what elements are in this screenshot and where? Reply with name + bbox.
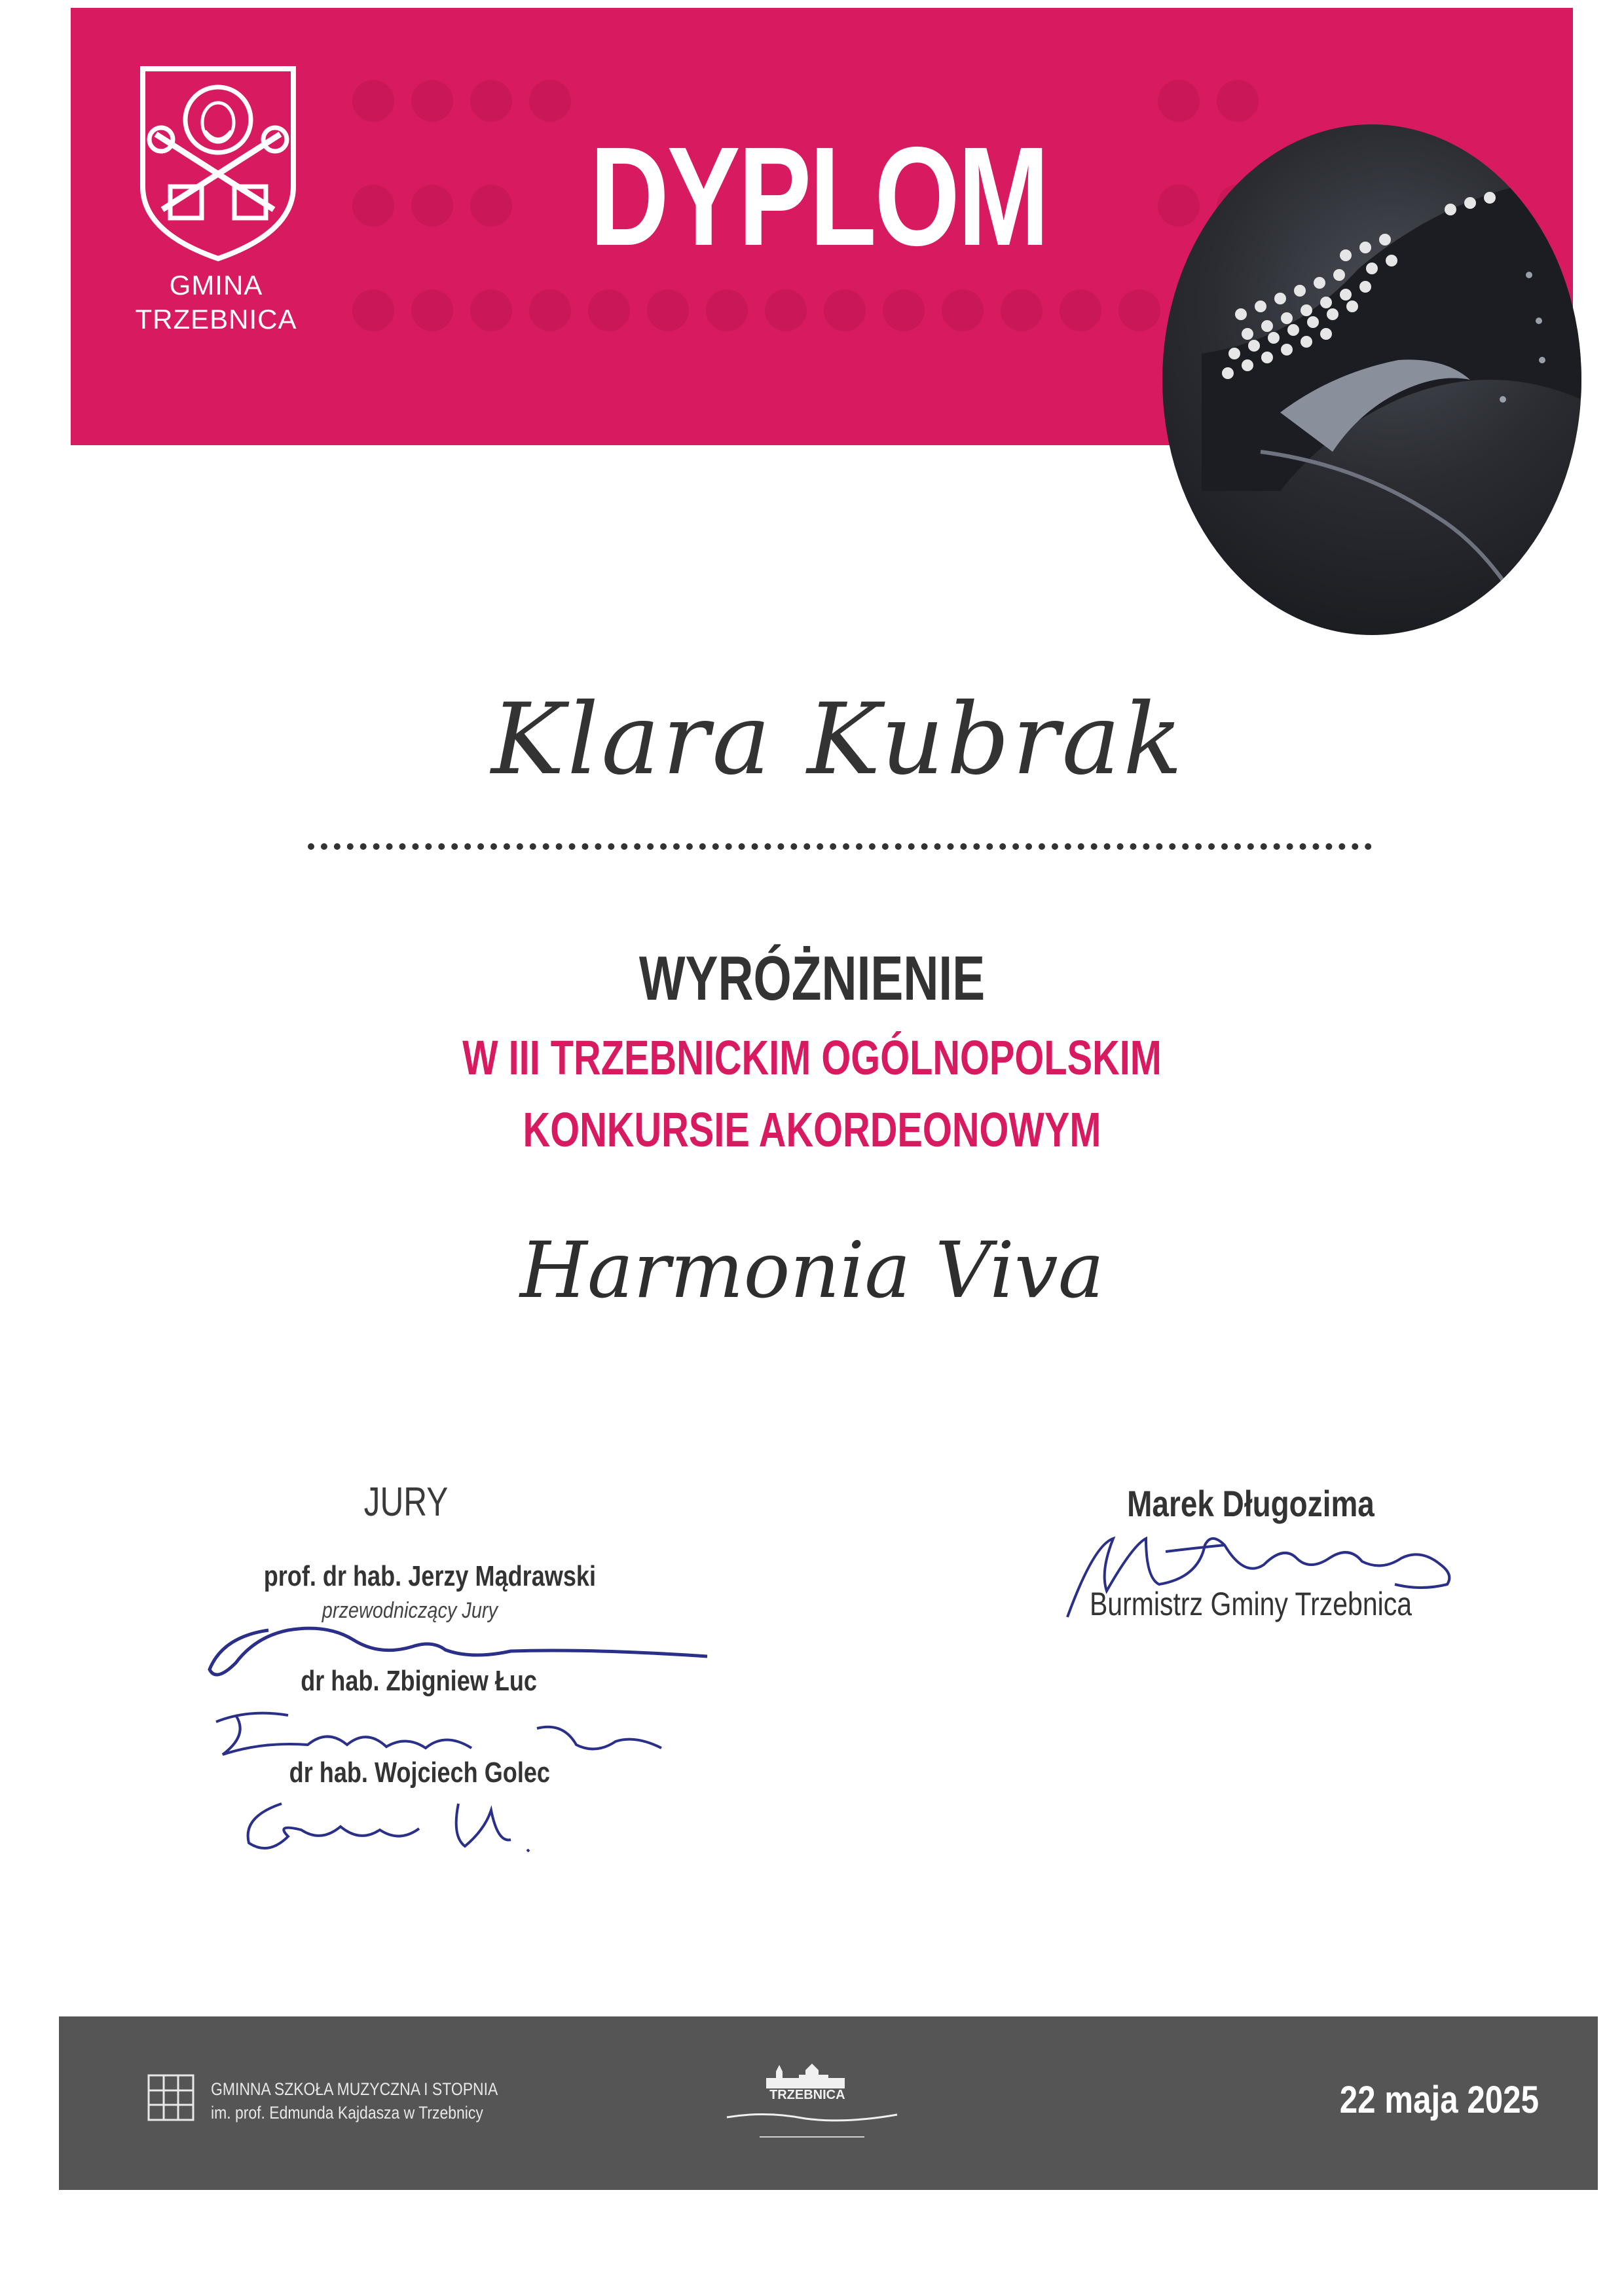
- name-dotted-line: [308, 843, 1372, 850]
- jury-2-signature: [210, 1696, 681, 1768]
- jury-3-signature: [229, 1791, 544, 1863]
- distinction-heading: WYRÓŻNIENIE: [638, 943, 986, 1013]
- jury-member-1: prof. dr hab. Jerzy Mądrawski: [263, 1560, 596, 1592]
- jury-heading: JURY: [363, 1480, 449, 1525]
- recipient-name: Klara Kubrak: [491, 683, 1185, 797]
- page-title: DYPLOM: [589, 117, 1048, 275]
- school-name-line1: GMINNA SZKOŁA MUZYCZNA I STOPNIA: [211, 2079, 498, 2099]
- mayor-name: Marek Długozima: [1127, 1483, 1375, 1524]
- organization-line1: GMINA: [169, 270, 263, 301]
- crest-icon: [136, 62, 300, 265]
- school-name-line2: im. prof. Edmunda Kajdasza w Trzebnicy: [211, 2103, 483, 2123]
- organization-label: [92, 268, 341, 337]
- accordion-photo: [1162, 124, 1581, 635]
- mayor-role: Burmistrz Gminy Trzebnica: [1089, 1586, 1412, 1622]
- jury-member-1-role: przewodniczący Jury: [322, 1598, 498, 1623]
- jury-1-signature: [196, 1611, 720, 1689]
- town-logo-text: TRZEBNICA: [769, 2088, 845, 2102]
- town-skyline-icon: [714, 2058, 910, 2150]
- organization-line2: TRZEBNICA: [135, 304, 297, 335]
- jury-member-2: dr hab. Zbigniew Łuc: [301, 1665, 537, 1697]
- date-label: 22 maja 2025: [1339, 2079, 1539, 2121]
- competition-line2: KONKURSIE AKORDEONOWYM: [523, 1102, 1101, 1157]
- school-grid-icon: [147, 2074, 194, 2121]
- jury-member-3: dr hab. Wojciech Golec: [289, 1757, 550, 1789]
- footer-band: [59, 2016, 1598, 2190]
- competition-line1: W III TRZEBNICKIM OGÓLNOPOLSKIM: [462, 1030, 1162, 1085]
- competition-name: Harmonia Viva: [519, 1225, 1105, 1315]
